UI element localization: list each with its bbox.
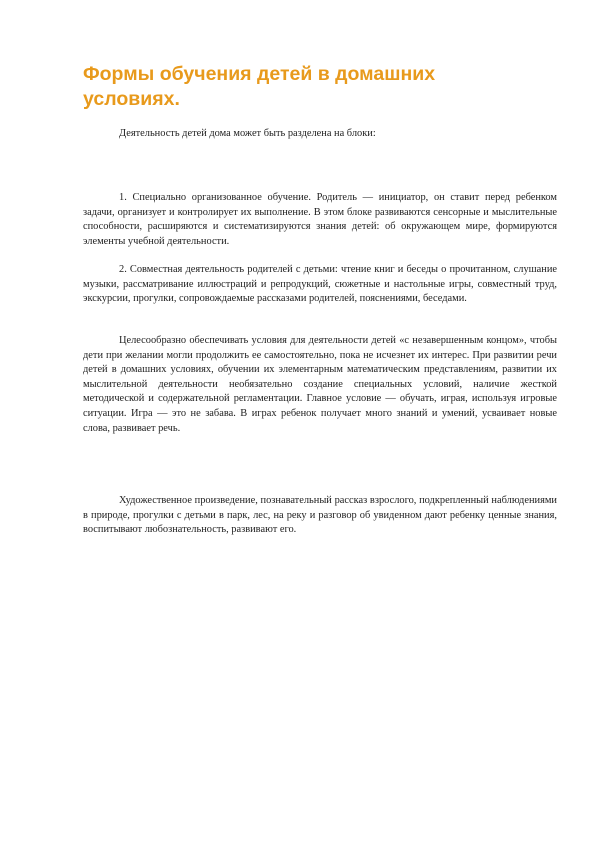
document-title: Формы обучения детей в домашних условиях. xyxy=(83,63,436,110)
conditions-paragraph: Целесообразно обеспечивать условия для деятельности детей «с незавершенным концом», чтобы дети при желании могли продолжить ее самостоятельно, пока не исчезнет их интерес. При развитии речи детей в домашних условиях, обучении их элементарным математическим представлениям, развитии их мыслительной деятельности необязательно создание специальных условий, наличие жесткой методической и содержательной регламентации. Главное условие — обучать, играя, используя игровые ситуации. Игра — это не забава. В играх ребенок получает много знаний и умений, усваивает новые слова, развивает речь. xyxy=(83,335,557,434)
intro-paragraph: Деятельность детей дома может быть разделена на блоки: xyxy=(119,128,376,139)
block-one-paragraph: 1. Специально организованное обучение. Родитель — инициатор, он ставит перед ребенком задачи, организует и контролирует их выполнение. В этом блоке развиваются сенсорные и мыслительные способности, расширяются и систематизируются знания детей: об окружающем мире, формируются элементы учебной деятельности. xyxy=(83,192,557,247)
artwork-paragraph: Художественное произведение, познавательный рассказ взрослого, подкрепленный наблюдениями в природе, прогулки с детьми в парк, лес, на реку и разговор об увиденном дают ребенку ценные знания, воспитывают любознательность, развивают его. xyxy=(83,495,557,536)
block-two-paragraph: 2. Совместная деятельность родителей с детьми: чтение книг и беседы о прочитанном, слушание музыки, рассматривание иллюстраций и репродукций, сюжетные и настольные игры, совместный труд, экскурсии, прогулки, сопровождаемые рассказами родителей, пояснениями, беседами. xyxy=(83,264,557,305)
